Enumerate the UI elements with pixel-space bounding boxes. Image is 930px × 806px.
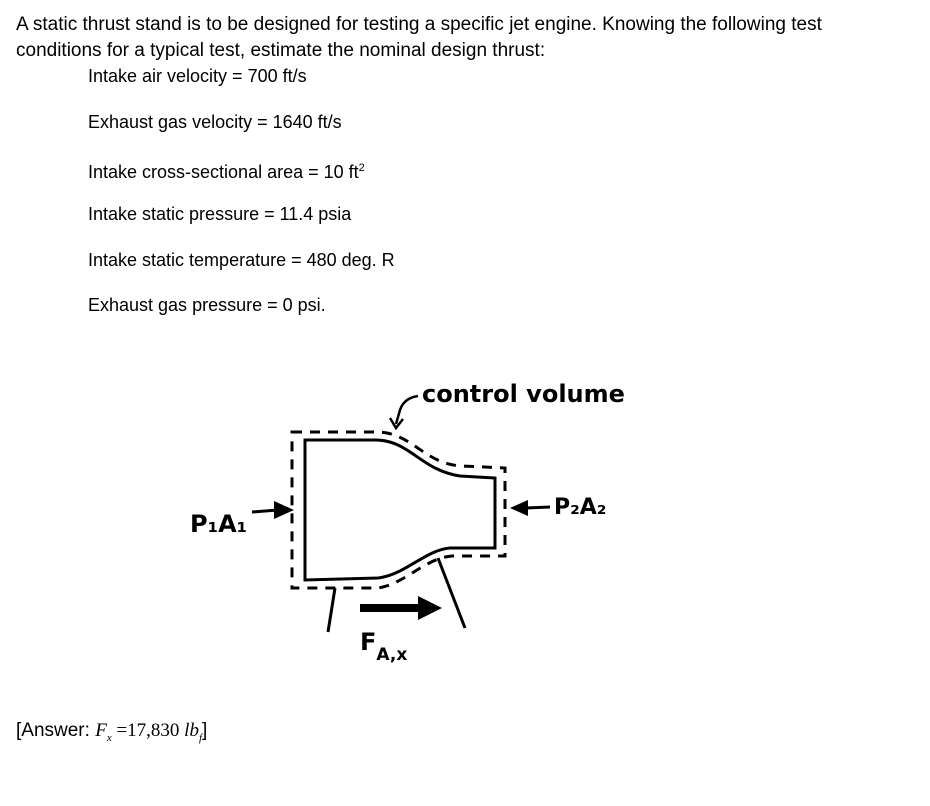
inlet-pressure-area-label: P₁A₁ [190, 510, 248, 538]
outlet-pressure-area-label: P₂A₂ [554, 495, 607, 520]
outlet-arrow-shaft [526, 507, 550, 508]
condition-intake-velocity: Intake air velocity = 700 ft/s [88, 66, 307, 86]
condition-intake-area [88, 156, 365, 184]
control-volume-leader [396, 396, 418, 424]
answer-prefix: [Answer: [16, 720, 90, 741]
answer-suffix: ] [202, 720, 208, 741]
answer-unit-subscript: f [198, 731, 203, 744]
problem-statement: A static thrust stand is to be designed for testing a specific jet engine. Knowing the following test conditions for a typical test, estimate the nominal design thrust: [16, 14, 822, 61]
answer-expression [95, 720, 203, 744]
force-arrowhead [418, 596, 442, 620]
answer-line [16, 720, 207, 744]
condition-exhaust-pressure: Exhaust gas pressure = 0 psi. [88, 295, 326, 315]
condition-intake-pressure: Intake static pressure = 11.4 psia [88, 204, 352, 224]
control-volume-boundary [292, 432, 505, 588]
answer-value: =17,830 [116, 720, 180, 741]
force-label-subscript: A,x [376, 645, 408, 665]
force-label [360, 628, 407, 665]
answer-symbol: F [95, 720, 107, 741]
condition-intake-temperature: Intake static temperature = 480 deg. R [88, 250, 395, 270]
answer-symbol-subscript: x [106, 731, 112, 744]
outlet-arrowhead [510, 500, 528, 516]
answer-unit: lb [184, 720, 199, 741]
condition-intake-area-exponent: 2 [358, 162, 365, 174]
condition-intake-area-text: Intake cross-sectional area = 10 ft [88, 162, 359, 182]
engine-outline [305, 440, 495, 580]
control-volume-diagram [160, 360, 680, 690]
stand-leg-right [438, 558, 465, 628]
control-volume-label: control volume [422, 380, 625, 408]
force-label-main: F [360, 628, 377, 656]
condition-exhaust-velocity: Exhaust gas velocity = 1640 ft/s [88, 112, 342, 132]
stand-leg-left [328, 588, 335, 632]
